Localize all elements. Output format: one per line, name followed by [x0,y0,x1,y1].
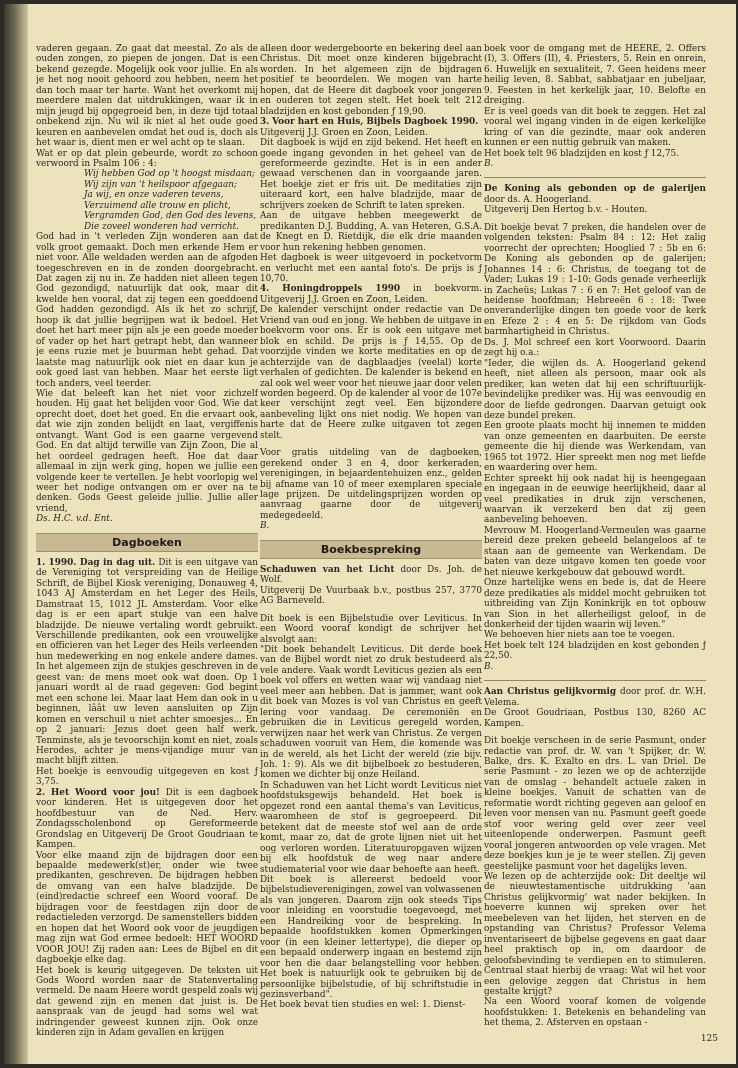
item-number: 4. [260,284,270,295]
magazine-page [4,4,736,1064]
paragraph: Wie dat beleeft kan het niet voor zichzelf houden. Hij gaat het belijden voor God. Wie dat oprecht doet, doet het goed. En die ervaart ook, dat wie zijn zonden belijdt en laat, vergiffenis ontvangt. Want God is een gaarne vergevend God. En dat altijd terwille van Zijn Zoon, Die al het oordeel gedragen heeft. Hoe dat daar allemaal in zijn werk ging, hopen we jullie een volgende keer te vertellen. Je hebt voorlopig wel weer het nodige ontvangen om er over na te denken. Gods Geest geleide jullie. Jullie aller vriend, [36,388,258,514]
signature: B. [484,158,494,169]
book-title-line [484,687,706,708]
poem-line: Wij hebben God op 't hoogst misdaan; [84,169,255,180]
item-number: 2. [36,787,46,798]
paragraph: Mevrouw M. Hoogerland-Vermeulen was gaarne bereid deze preken gebeeld belangeloos af te staan aan de gemeente van Werkendam. De baten van deze uitgave komen ten goede voor het nieuwe kerkgebouw dat gebouwd wordt. [484,525,706,578]
paragraph: Aan de uitgave hebben meegewerkt de predikanten D.J. Budding, A. van Heteren, G.S.A. de Knegt en D. Rietdijk, die elk drie maanden voor hun rekening hebben genomen. [260,211,482,253]
price-line: Het boek telt 96 bladzijden en kost ƒ 12,75. [484,148,680,159]
poem-line: Vergramden God, den God des levens, [84,211,257,222]
review-item [260,284,482,305]
publisher: Uitgeverij J.J. Groen en Zoon, Leiden. [260,127,428,138]
book-title-line [260,565,482,586]
column-middle [260,44,482,1044]
section-heading: Boekbespreking [260,540,482,559]
paragraph: We lezen op de achterzijde ook: Dit deeltje wil de nieuwtestamentische uitdrukking 'aan Christus gelijkvormig' wat nader bekijken. In hoeverre kunnen wij spreken over het meebeleven van het lijden, het sterven en de opstanding van Christus? Professor Velema inventariseert de bijbelse gegevens en gaat daar heel praktisch op in, om daardoor de geloofsbevinding te verdiepen en to stimuleren. Centraal staat hierbij de vraag: Wat wil het voor een gelovige zeggen dat Christus in hem gestalte krijgt? [484,871,706,997]
signature: B. [260,521,270,532]
column-right [484,44,706,1044]
item-title: Voor hart en Huis, Bijbels Dagboek 1990. [272,117,479,128]
paragraph: Dit dagboek is wijd en zijd bekend. Het heeft en goede ingang gevonden in het geheel van de gereformeerde gezindte. Het is in een ander gewaad verschenen dan in voorgaande jaren. Het boekje ziet er fris uit. De meditaties zijn uiteraard kort, een halve bladzijde, maar de schrijvers zoeken de Schrift te laten spreken. [260,138,482,211]
paragraph: God had in 't verleden Zijn wonderen aan dat volk groot gemaakt. Doch men erkende Hem er niet voor. Alle weldaden werden aan de afgoden toegeschreven en in de zonden doorgebracht. Dat zagen zij nu in. Ze hadden niet alleen tegen God gezondigd, natuurlijk dat ook, maar dit kwelde hen vooral, dat zij tegen een goeddoend God hadden gezondigd. Als ik het zo schrijf, hoop ik dat jullie begrijpen wat ik bedoel. Het doet het hart meer pijn als je een goede moeder of vader op het hart getrapt hebt, dan wanneer je eens ruzie met je buurman hebt gehad. Dat laatste mag natuurlijk ook niet en daar kun je ook goed last van hebben. Maar het eerste ligt toch anders, veel teerder. [36,232,258,389]
price-line: Het boekje is eenvoudig uitgegeven en kost ƒ 3,75. [36,766,258,788]
paragraph: We behoeven hier niets aan toe te voegen. [484,630,675,641]
section-heading: Dagboeken [36,533,258,552]
divider [484,177,706,178]
paragraph: Wat er op dat plein gebeurde, wordt zo schoon verwoord in Psalm 106 : 4: [36,148,258,169]
paragraph: Echter spreekt hij ook nadat hij is heengegaan en ingegaan in de eeuwige heerlijkheid, daar al veel predikaties in druk zijn verschenen, waarvan ik verzekerd ben dat zij geen aanbeveling behoeven. [484,473,706,526]
item-text: in boekvorm. Uitgeverij J.J. Groen en Zoon, Leiden. [260,284,482,305]
paragraph: vaderen gegaan. Zo gaat dat meestal. Zo als de ouden zongen, zo piepen de jongen. Dat is een bekend gezegde. Mogelijk ook voor jullie. En als je het nog nooit gehoord zou hebben, neem het dan toch maar ter harte. Want het overkomt mij meerdere malen dat uitdrukkingen, waar ik in mijn jeugd bij opgegroeid ben, in deze tijd totaal onbekend zijn. Nu wil ik niet al het oude goed keuren en aanbevelen omdat het oud is, doch als het waar is, dient men er wel acht op te slaan. [36,44,258,149]
page-number: 125 [700,1034,718,1044]
paragraph: Dit boek is een Bijbelstudie over Leviticus. In een Woord vooraf kondigt de schrijver het alsvolgt aan: [260,613,482,645]
book-title: Schaduwen van het Licht [260,564,395,575]
item-text: Dit is een uitgave van de Vereniging tot verspreiding van de Heilige Schrift, de Bijbel Kiosk vereniging, Donauweg 4, 1043 AJ Amsterdam en het Leger des Heils, Damstraat 15, 1012 JL Amsterdam. Voor elke dag is er een apart stukje van een halve bladzijde. De nieuwe vertaling wordt gebruikt. Verschillende predikanten, ook een vrouwelijke en officieren van het Leger des Heils verleenden hun medewerking en nog enkele andere dames. In het algemeen zijn de stukjes geschreven in de geest van: de mens moet ook wat doen. Op 1 januari wordt al de raad gegeven: God begint met een schone lei. Maar laat Hem dan ook in u beginnen, lâât uw leven aansluiten op Zijn komen en verschuil u niet achter smoesjes... En op 2 januari: Jezus doet geen half werk. Tenminste, als je tevoorschijn komt en niet, zoals Herodes, achter je mens-vijandige muur van macht blijft zitten. [36,557,258,767]
column-left [36,44,258,1044]
paragraph: Na een Woord vooraf komen de volgende hoofdstukken: 1. Betekenis en behandeling van het thema, 2. Afsterven en opstaan - [484,997,706,1029]
poem-line: Die zoveel wonderen had verricht. [84,221,240,232]
review-item [36,788,258,851]
paragraph: Onze hartelijke wens en bede is, dat de Heere deze predikaties als middel mocht gebruiken tot uitbreiding van Zijn Koninkrijk en tot opbouw van Sion in het allerheiligst geloof, in de donkerheid der tijden waarin wij leven." [484,578,706,631]
paragraph: In Schaduwen van het Licht wordt Leviticus niet hoofdstuksgewijs behandeld. Het boek is opgezet rond een aantal thema's van Leviticus, waaromheen de stof is gegroepeerd. Dit betekent dat de meeste stof wel aan de orde komt, maar zo, dat de grote lijnen niet uit het oog verloren worden. Literatuuropgaven wijzen bij elk hoofdstuk de weg naar andere studiematerial voor wie daar behoefte aan heeft. [260,780,482,875]
paragraph: Het dagboek is weer uitgevoerd in pocketvorm en verlucht met een aantal foto's. De prijs is ƒ 10,70. [260,253,482,284]
paragraph: boek voor de omgang met de HEERE, 2. Offers (I), 3. Offers (II), 4. Priesters, 5. Rein en onrein, 6. Huwelijk en sexualiteit, 7. Geen heidens meer heilig leven, 8. Sabbat, sabbatjaar en jubeljaar, 9. Feesten in het kerkelijk jaar, 10. Belofte en dreiging. [484,44,706,107]
quote: "Dit boek behandelt Leviticus. Dit derde boek van de Bijbel wordt niet zo druk bestudeerd als vele andere. Vaak wordt Leviticus gezien als een boek vol offers en wetten waar wij vandaag niet veel meer aan hebben. Dat is jammer, want ook dit boek van Mozes is vol van Christus en geeft lering voor vandaag. De ceremoniën en gebruiken die in Leviticus geregeld worden, verwijzen naar het werk van Christus. Ze vergen schaduwen vooruit van Hem, die komende was in de wereld, als het Licht der wereld (zie bijv. Joh. 1: 9). Als we dit bijbelboek zo bestuderen, komen we dichter bij onze Heiland. [260,645,482,781]
item-text: Dit is een dagboek voor kinderen. Het is uitgegeven door het hoofdbestuur van de Ned. Herv. Zondagsscholenbond op Gereformeerde Grondslag en Uitgeverij De Groot Goudriaan te Kampen. [36,787,258,851]
paragraph: Het boek bevat tien studies en wel: 1. Dienst- [260,1000,466,1011]
paragraph: Voor elke maand zijn de bijdragen door een bepaalde medewerk(st)er, onder wie twee predikanten, geschreven. De bijdragen hebben de omvang van een halve bladzijde. De (eind)redactie schreef een Woord vooraf. De bijdragen voor de feestdagen zijn door de redactieleden verzorgd. De samenstellers bidden en hopen dat het Woord ook voor de jeugdigen mag zijn wat God ermee bedoelt: HET WOORD VOOR JOU! Zij raden aan: Lees de Bijbel en dit dagboekje elke dag. [36,850,258,966]
publisher: Uitgeverij Den Hertog b.v. - Houten. [484,205,648,216]
poem-line: Ja wij, en onze vaderen tevens, [84,190,224,201]
paragraph: Dit boekje verscheen in de serie Pasmunt, onder redactie van prof. dr. W. van 't Spijker, dr. W. Balke, drs. K. Exalto en drs. L. van Driel. De serie Pasmunt - zo lezen we op de achterzijde van de omslag - behandelt actuele zaken in kleine boekjes. Vanuit de schatten van de reformatie wordt richting gegeven aan geloof en leven voor mensen van nu. Pasmunt geeft goede stof voor wering geld over zeer veel uiteenlopende onderwerpen. Pasmunt geeft vooral jongeren antwoorden op vele vragen. Met deze boekjes kun je je te weer stellen. Zij geven geestelijke pasmunt voor het dagelijks leven. [484,736,706,872]
paragraph: Dit boek is allereerst bedoeld voor bijbelstudieverenigingen, zowel van volwassenen als van jongeren. Daarom zijn ook steeds Tips voor inleiding en voorstudie toegevoegd, met een Handreiking voor de bespreking. In bepaalde hoofdstukken komen Opmerkingen voor (in een kleiner lettertype), die dieper op een bepaald onderwerp ingaan en bestemd zijn voor hen die daar belangstelling voor hebben. Het boek is natuurlijk ook te gebruiken bij de persoonlijke bijbelstudie, of bij schriftstudie in gezinsverband". [260,874,482,1000]
review-item [260,117,482,127]
book-author: door prof. dr. W.H. Velema. [484,687,706,708]
signature: Ds. H.C. v.d. Ent. [36,514,113,525]
book-title: De Koning als gebonden op de galerijen [484,184,706,195]
book-spine [4,4,28,1064]
book-author: door Ds. Joh. de Wolf. [260,564,482,586]
paragraph: Voor gratis uitdeling van de dagboeken, gerekend onder 3 en 4, door kerkeraden, verenigingen, in bejaardentehuizen enz., gelden bij afname van 10 of meer exemplaren speciale lage prijzen. De uitdelingsprijzen worden op aanvraag gaarne door de uitgeverij medegedeeld. [260,448,482,521]
poem-line: Wij zijn van 't heilspoor afgegaan; [84,179,237,190]
item-title: 1990. Dag in dag uit. [48,557,156,568]
paragraph: Ds. J. Mol schreef een kort Voorwoord. Daarin zegt hij o.a.: [484,337,706,359]
quote: "Ieder, die wijlen ds. A. Hoogerland gekend heeft, niet alleen als persoon, maar ook als prediker, kan weten dat hij een schriftuurlijk-bevindelijke prediker was. Hij was eenvoudig en door de liefde gedrongen. Daarvan getuigt ook deze bundel preken. [484,358,706,421]
paragraph: Een groote plaats mocht hij innemen te midden van onze gemeenten en daarbuiten. De eerste gemeente die hij diende was Werkendam, van 1965 tot 1972. Hier spreekt men nog met liefde en waardering over hem. [484,421,706,474]
item-number: 3. [260,117,270,128]
paragraph: De kalender verschijnt onder redactie van De Vriend van oud en jong. We hebben de uitgave in boekvorm voor ons. Er is ook een uitgave met blok en schild. De prijs is ƒ 14,55. Op de voorzijde vinden we korte meditaties en op de achterzijde van de dagblaadjes (veelal) korte verhalen of gedichten. De kalender is bekend en zal ook wel weer voor het nieuwe jaar door velen worden begeerd. Op de kalender al voor de 107e keer verschijnt zegt veel. Een bijzondere aanbeveling lijkt ons niet nodig. We hopen van harte dat de Heere zulke uitgaven tot zegen stelt. [260,305,482,441]
publisher: De Groot Goudriaan, Postbus 130, 8260 AC Kampen. [484,708,706,729]
signature: B. [484,661,494,672]
publisher: Uitgeverij De Vuurbaak b.v., postbus 257, 3770 AG Barneveld. [260,585,482,607]
item-title: Het Woord voor jou! [50,787,160,798]
paragraph: alleen door wedergeboorte en bekering deel aan Christus. Dit moet onze kinderen bijgebracht worden. In het algemeen zijn de bijdragen positief te beoordelen. We mogen van harte hopen, dat de Heere dit dagboek voor jongeren en ouderen tot zegen stelt. Het boek telt 212 bladzijden en kost gebonden ƒ 19,90. [260,44,482,117]
paragraph: Er is veel goeds van dit boek te zeggen. Het zal vooral wel ingang vinden in de eigen kerkelijke kring of van die gezindte, maar ook anderen kunnen er een nuttig gebruik van maken. [484,106,706,149]
book-author: door ds. A. Hoogerland. [484,194,592,205]
review-item [36,558,258,767]
item-number: 1. [36,557,46,568]
divider [484,680,706,681]
paragraph: Het boek is keurig uitgegeven. De teksten uit Gods Woord worden naar de Statenvertaling vermeld. De naam Heere wordt gespeld zoals wij dat gewend zijn en menen dat juist is. De aanspraak van de jeugd had soms wel wat indringender geweest kunnen zijn. Ook onze kinderen zijn in Adam gevallen en krijgen [36,965,258,1039]
book-title-line [484,184,706,205]
book-title: Aan Christus gelijkvormig [484,687,617,698]
price-line: Het boek telt 124 bladzijden en kost gebonden ƒ 22,50. [484,640,706,662]
poem-line: Verzuimend alle trouw en plicht, [84,200,231,211]
item-title: Honingdroppels 1990 [282,284,401,295]
paragraph: Dit boekje bevat 7 preken, die handelen over de volgenden teksten: Psalm 84 : 12: Het zalig voorrecht der oprechten; Hooglied 7 : 5b en 6: De Koning als gebonden op de galerijen; Johannes 14 : 6: Christus, de toegang tot de Vader; Lukas 19 : 1-10: Gods genade verheerlijk in Zacheüs; Lukas 7 : 6 en 7: Het geloof van de heidense hoofdman; Hebreeën 6 : 18: Twee onveranderlijke dingen ten goede voor de kerk en Efeze 2 : 4 en 5: De rijkdom van Gods barmhartigheid in Christus. [484,222,706,338]
